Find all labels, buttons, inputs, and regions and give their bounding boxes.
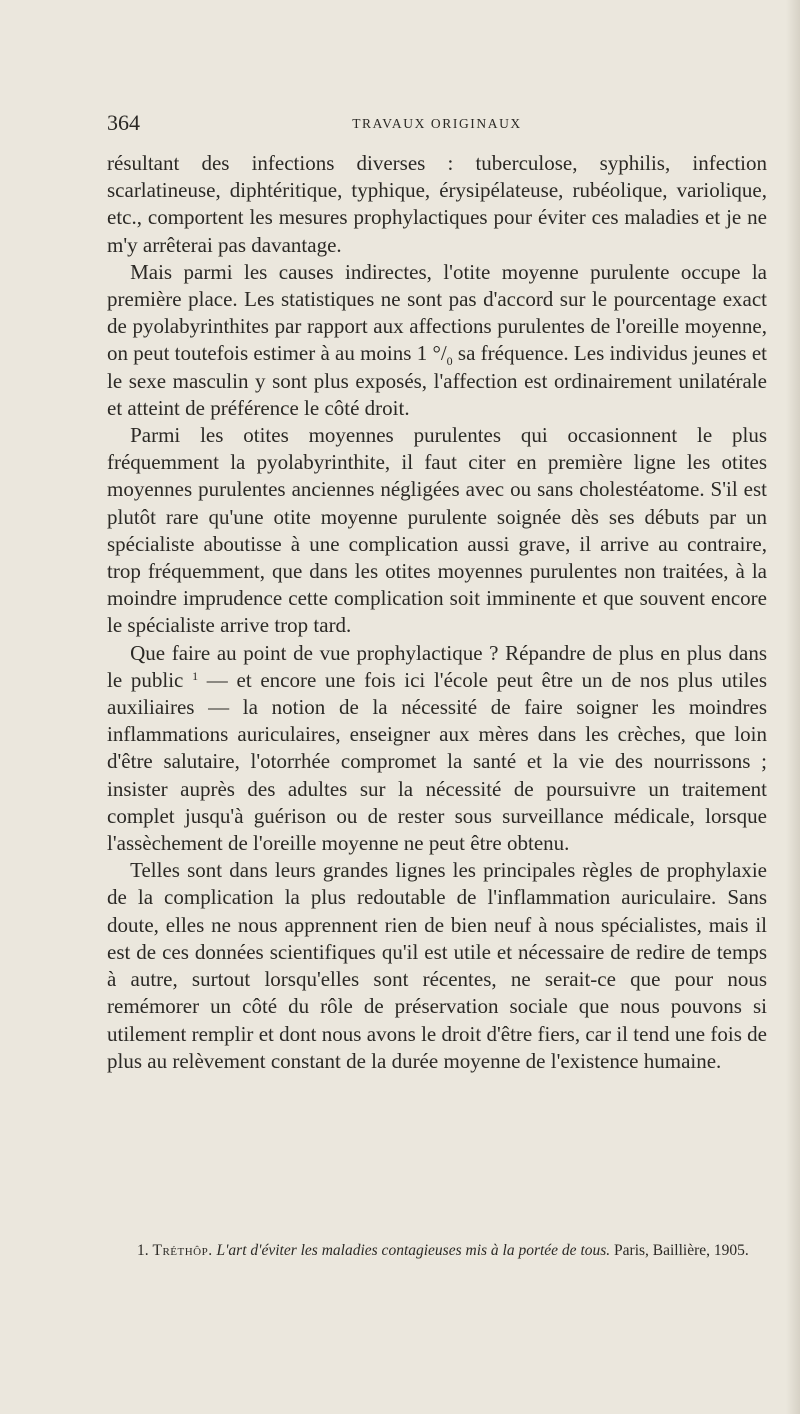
footnote-author: Tréthôp. — [152, 1242, 213, 1259]
paragraph — [107, 857, 767, 1075]
running-title: TRAVAUX ORIGINAUX — [352, 116, 522, 131]
paragraph-text: Parmi les otites moyennes purulentes qui occasionnent le plus fréquemment la pyolabyrinthite, il faut citer en première ligne les otites moyennes purulentes anciennes négligées avec ou sans cholestéatome. S'il est plutôt rare qu'une otite moyenne purulente soignée dès ses débuts par un spécialiste aboutisse à une complication aussi grave, il arrive au contraire, trop fréquemment, que dans les otites moyennes purulentes non traitées, à la moindre imprudence cette complication soit imminente et que souvent encore le spécialiste arrive trop tard. — [107, 423, 767, 638]
paragraph — [107, 640, 767, 858]
footnote-number: 1. — [137, 1242, 149, 1259]
paragraph-text: — et encore une fois ici l'école peut être un de nos plus utiles auxiliaires — la notion de la nécessité de faire soigner les moindres inflammations auriculaires, enseigner aux mères dans les crèches, que loin d'être salutaire, l'otorrhée compromet la santé et la vie des nourrissons ; insister auprès des adultes sur la nécessité de poursuivre un traitement complet jusqu'à guérison ou de rester sous surveillance médicale, lorsque l'assèchement de l'oreille moyenne ne peut être obtenu. — [107, 667, 767, 856]
page-number: 364 — [107, 110, 140, 135]
paragraph — [107, 422, 767, 640]
paragraph — [107, 150, 767, 259]
paragraph-text: Que faire au point de vue prophylactique ? Répandre de plus en plus dans le public — [107, 640, 767, 692]
paragraph — [107, 259, 767, 422]
footnote — [107, 1240, 767, 1262]
paragraph-text: résultant des infections diverses : tuberculose, syphilis, infection scarlatineuse, diphtéritique, typhique, érysipélateuse, rubéolique, variolique, etc., comportent les mesures prophylactiques pour éviter ces maladies et je ne m'y arrêterai pas davantage. — [107, 151, 767, 257]
footnote-reference: 1 — [192, 668, 199, 683]
running-head — [107, 110, 767, 136]
paragraph-text: Mais parmi les causes indirectes, l'otite moyenne purulente occupe la première place. Les statistiques ne sont pas d'accord sur le pourcentage exact de pyolabyrinthites par rapport aux affections purulentes de l'oreille moyenne, on peut toutefois estimer à au moins 1 °/ — [107, 259, 767, 366]
percent-sign-subscript: 0 — [446, 354, 453, 369]
paragraph-text: sa fréquence. Les individus jeunes et le sexe masculin y sont plus exposés, l'affection est ordinairement unilatérale et atteint de préférence le côté droit. — [107, 341, 767, 420]
paragraph-text: Telles sont dans leurs grandes lignes les principales règles de prophylaxie de la complication la plus redoutable de l'inflammation auriculaire. Sans doute, elles ne nous apprennent rien de bien neuf à nous spécialistes, mais il est de ces données scientifiques qu'il est utile et nécessaire de redire de temps à autre, surtout lorsqu'elles sont récentes, ne serait-ce que pour nous remémorer un côté du rôle de préservation sociale que nous pouvons si utilement remplir et dont nous avons le droit d'être fiers, car il tend une fois de plus au relèvement constant de la durée moyenne de l'existence humaine. — [107, 858, 767, 1073]
body-text — [107, 150, 767, 1075]
footnote-publication: Paris, Baillière, 1905. — [614, 1242, 749, 1259]
footnote-title: L'art d'éviter les maladies contagieuses mis à la portée de tous. — [216, 1242, 611, 1259]
